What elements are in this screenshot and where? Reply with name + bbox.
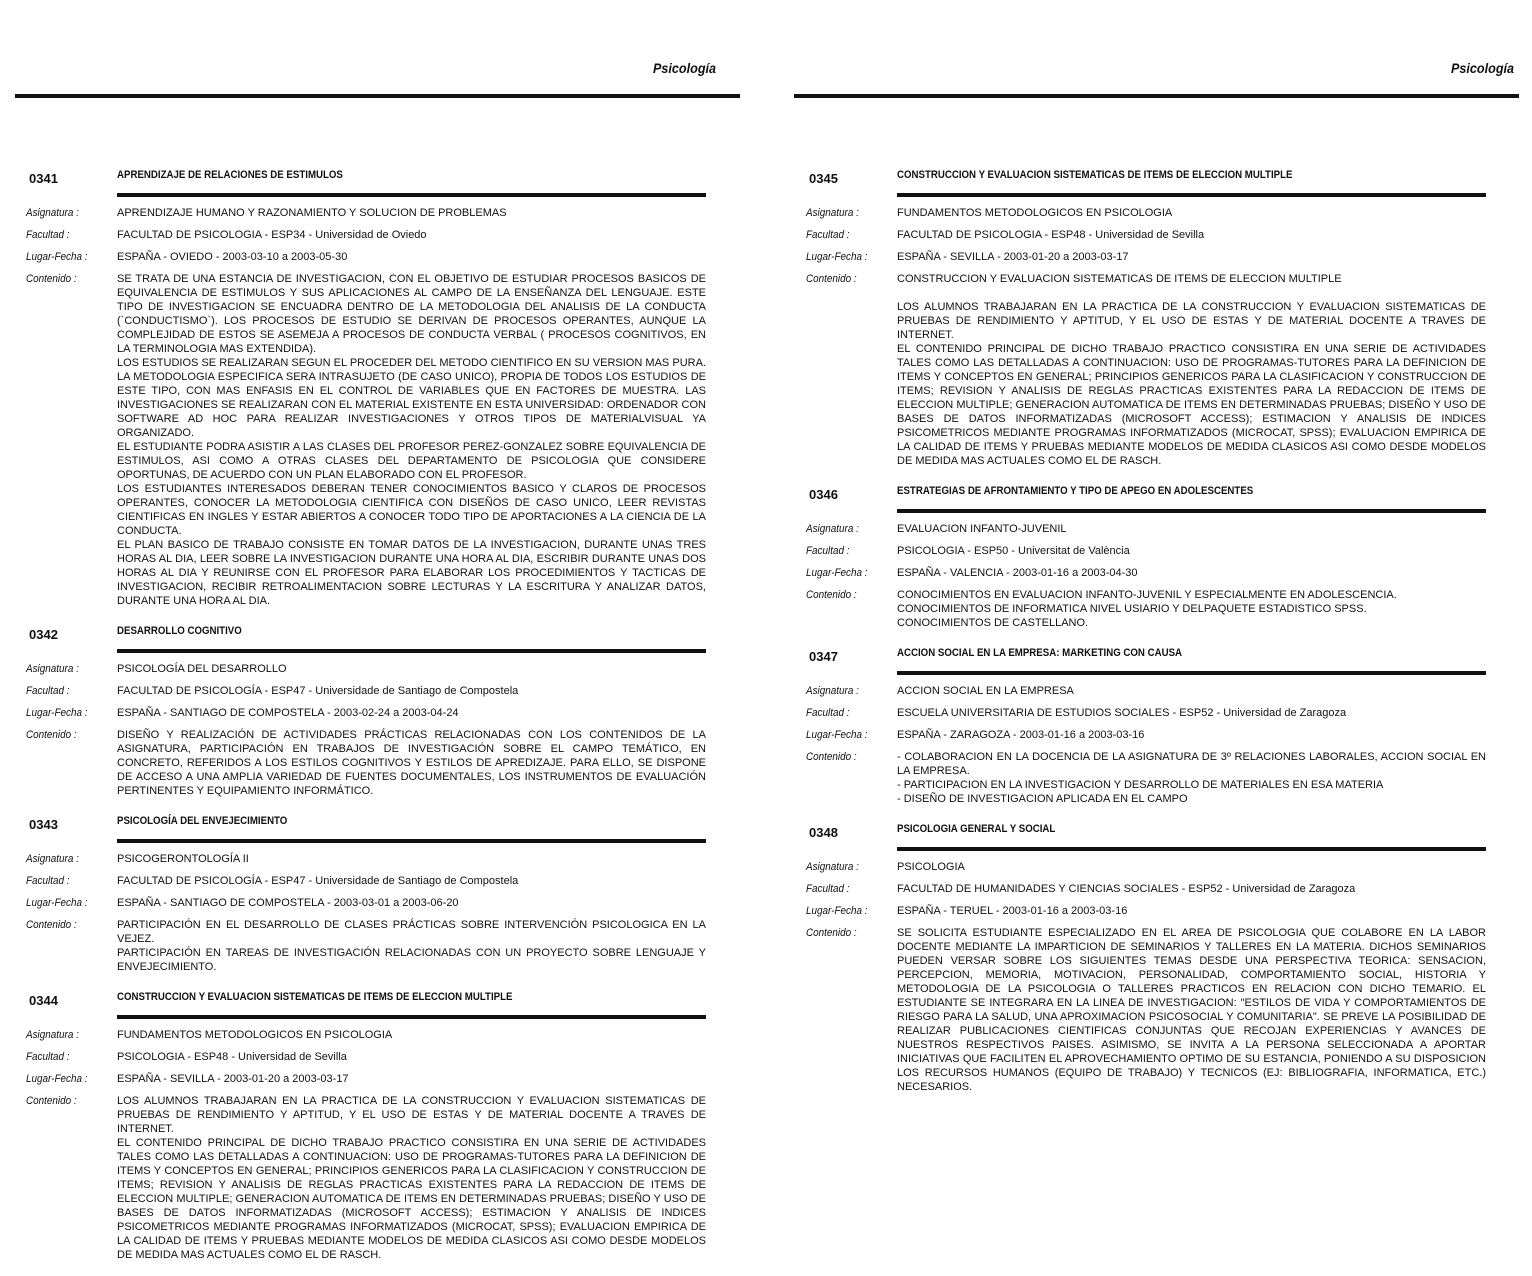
field-label: Contenido : bbox=[26, 1095, 77, 1107]
asignatura-value: PSICOLOGÍA DEL DESARROLLO bbox=[117, 663, 287, 675]
field-label: Contenido : bbox=[806, 927, 857, 939]
facultad-value: PSICOLOGIA - ESP48 - Universidad de Sevilla bbox=[117, 1051, 347, 1063]
field-label: Contenido : bbox=[26, 919, 77, 931]
field-label: Contenido : bbox=[806, 751, 857, 763]
entry-rule bbox=[897, 671, 1486, 675]
entry-rule bbox=[897, 193, 1486, 197]
entry-title: CONSTRUCCION Y EVALUACION SISTEMATICAS DE ITEMS DE ELECCION MULTIPLE bbox=[897, 169, 1293, 181]
entry-code: 0343 bbox=[29, 817, 58, 832]
asignatura-value: FUNDAMENTOS METODOLOGICOS EN PSICOLOGIA bbox=[117, 1029, 393, 1041]
lugar-fecha-value: ESPAÑA - SEVILLA - 2003-01-20 a 2003-03-17 bbox=[117, 1073, 349, 1085]
entry-header bbox=[26, 988, 706, 1010]
field-contenido bbox=[806, 588, 1486, 630]
field-asignatura bbox=[806, 206, 1486, 228]
content-paragraph: PARTICIPACIÓN EN EL DESARROLLO DE CLASES PRÁCTICAS SOBRE INTERVENCIÓN PSICOLOGICA EN LA VEJEZ. bbox=[117, 919, 706, 945]
content-paragraph: - COLABORACION EN LA DOCENCIA DE LA ASIGNATURA DE 3º RELACIONES LABORALES, ACCION SOCIAL EN LA EMPRESA. bbox=[897, 751, 1486, 777]
entry-fields bbox=[26, 852, 706, 974]
field-label: Facultad : bbox=[26, 685, 70, 697]
entry-title: PSICOLOGIA GENERAL Y SOCIAL bbox=[897, 823, 1056, 835]
field-label: Asignatura : bbox=[26, 207, 79, 219]
entry-code: 0345 bbox=[809, 171, 838, 186]
field-label: Facultad : bbox=[806, 883, 850, 895]
entries-list bbox=[26, 166, 706, 1276]
asignatura-value: FUNDAMENTOS METODOLOGICOS EN PSICOLOGIA bbox=[897, 207, 1173, 219]
field-lugar-fecha bbox=[806, 728, 1486, 750]
field-label: Asignatura : bbox=[806, 685, 859, 697]
entry bbox=[806, 166, 1486, 468]
running-head: Psicología bbox=[1450, 60, 1514, 76]
entry-header bbox=[806, 166, 1486, 188]
asignatura-value: PSICOGERONTOLOGÍA II bbox=[117, 853, 249, 865]
entry-title: PSICOLOGÍA DEL ENVEJECIMIENTO bbox=[117, 815, 288, 827]
field-contenido bbox=[26, 1094, 706, 1262]
entry-code: 0342 bbox=[29, 627, 58, 642]
entry-header bbox=[26, 166, 706, 188]
content-paragraph: LOS ALUMNOS TRABAJARAN EN LA PRACTICA DE LA CONSTRUCCION Y EVALUACION SISTEMATICAS DE PRUEBAS DE RENDIMIENTO Y APTITUD, Y EL USO DE ESTAS Y DE MATERIAL DOCENTE A TRAVES DE INTERNET. bbox=[897, 301, 1486, 341]
field-label: Contenido : bbox=[806, 589, 857, 601]
running-head: Psicología bbox=[652, 60, 716, 76]
field-label: Asignatura : bbox=[26, 1029, 79, 1041]
asignatura-value: APRENDIZAJE HUMANO Y RAZONAMIENTO Y SOLUCION DE PROBLEMAS bbox=[117, 207, 507, 219]
field-lugar-fecha bbox=[806, 566, 1486, 588]
field-contenido bbox=[806, 750, 1486, 806]
lugar-fecha-value: ESPAÑA - SANTIAGO DE COMPOSTELA - 2003-02-24 a 2003-04-24 bbox=[117, 707, 459, 719]
entry-code: 0346 bbox=[809, 487, 838, 502]
entry-header bbox=[26, 622, 706, 644]
field-label: Asignatura : bbox=[806, 523, 859, 535]
facultad-value: FACULTAD DE PSICOLOGIA - ESP48 - Universidad de Sevilla bbox=[897, 229, 1205, 241]
entry-code: 0341 bbox=[29, 171, 58, 186]
field-asignatura bbox=[806, 860, 1486, 882]
field-asignatura bbox=[26, 662, 706, 684]
right-page bbox=[766, 0, 1532, 1238]
field-facultad bbox=[26, 228, 706, 250]
entry-title: CONSTRUCCION Y EVALUACION SISTEMATICAS DE ITEMS DE ELECCION MULTIPLE bbox=[117, 991, 513, 1003]
field-label: Facultad : bbox=[26, 1051, 70, 1063]
content-paragraph: CONOCIMIENTOS DE CASTELLANO. bbox=[897, 617, 1089, 629]
field-facultad bbox=[26, 1050, 706, 1072]
field-contenido bbox=[806, 272, 1486, 468]
entries-list bbox=[806, 166, 1486, 1108]
content-paragraph: - DISEÑO DE INVESTIGACION APLICADA EN EL CAMPO bbox=[897, 793, 1188, 805]
content-paragraph: SE SOLICITA ESTUDIANTE ESPECIALIZADO EN EL AREA DE PSICOLOGIA QUE COLABORE EN LA LABOR DOCENTE MEDIANTE LA IMPARTICION DE SEMINARIOS Y TALLERES EN LA MATERIA. DICHOS SEMINARIOS PUEDEN VERSAR SOBRE LOS SIGUIENTES TEMAS DESDE UNA PERSPECTIVA TEORICA: SENSACION, PERCEPCION, MEMORIA, MOTIVACION, PERSONALIDAD, COMPORTAMIENTO SOCIAL, HISTORIA Y METODOLOGIA DE LA PSICOLOGIA O TALLERES PRACTICOS EN RELACION CON DICHO TEMARIO. EL ESTUDIANTE SE INTEGRARA EN LA LINEA DE INVESTIGACION: "ESTILOS DE VIDA Y COMPORTAMIENTOS DE RIESGO PARA LA SALUD, UNA APROXIMACION PSICOSOCIAL Y COMUNITARIA". SE PREVE LA POSIBILIDAD DE REALIZAR PUBLICACIONES CIENTIFICAS CONJUNTAS QUE RECOJAN EXPERIENCIAS Y AVANCES DE NUESTROS RESPECTIVOS PAISES. ASIMISMO, SE INVITA A LA PERSONA SELECCIONADA A APORTAR INICIATIVAS QUE FACILITEN EL APROVECHAMIENTO OPTIMO DE SU ESTANCIA, PONIENDO A SU DISPOSICION LOS RECURSOS HUMANOS (EQUIPO DE TRABAJO) Y TECNICOS (EJ: BIBLIOGRAFIA, INFORMATICA, ETC.) NECESARIOS. bbox=[897, 927, 1486, 1093]
field-label: Lugar-Fecha : bbox=[26, 251, 88, 263]
field-lugar-fecha bbox=[806, 904, 1486, 926]
field-contenido bbox=[806, 926, 1486, 1094]
field-facultad bbox=[26, 684, 706, 706]
content-paragraph: EL CONTENIDO PRINCIPAL DE DICHO TRABAJO PRACTICO CONSISTIRA EN UNA SERIE DE ACTIVIDADES TALES COMO LAS DETALLADAS A CONTINUACION: USO DE PROGRAMAS-TUTORES PARA LA DEFINICION DE ITEMS Y CONCEPTOS EN GENERAL; PRINCIPIOS GENERICOS PARA LA CLASIFICACION Y CONSTRUCCION DE ITEMS; REVISION Y ANALISIS DE REGLAS PRACTICAS EXISTENTES PARA LA REDACCION DE ITEMS DE ELECCION MULTIPLE; GENERACION AUTOMATICA DE ITEMS EN DETERMINADAS PRUEBAS; DISEÑO Y USO DE BASES DE DATOS INFORMATIZADAS (MICROSOFT ACCESS); ESTIMACION Y ANALISIS DE INDICES PSICOMETRICOS MEDIANTE PROGRAMAS INFORMATIZADOS (MICROCAT, SPSS); EVALUACION EMPIRICA DE LA CALIDAD DE ITEMS Y PRUEBAS MEDIANTE MODELOS DE MEDIDA CLASICOS ASI COMO DESDE MODELOS DE MEDIDA MAS ACTUALES COMO EL DE RASCH. bbox=[897, 343, 1486, 467]
contenido-value bbox=[897, 926, 1486, 1094]
lugar-fecha-value: ESPAÑA - ZARAGOZA - 2003-01-16 a 2003-03-16 bbox=[897, 729, 1145, 741]
entry-fields bbox=[806, 860, 1486, 1094]
facultad-value: PSICOLOGIA - ESP50 - Universitat de València bbox=[897, 545, 1130, 557]
content-paragraph: PARTICIPACIÓN EN TAREAS DE INVESTIGACIÓN RELACIONADAS CON UN PROYECTO SOBRE LENGUAJE Y ENVEJECIMIENTO. bbox=[117, 947, 706, 973]
contenido-value bbox=[117, 272, 706, 608]
field-label: Facultad : bbox=[806, 229, 850, 241]
facultad-value: ESCUELA UNIVERSITARIA DE ESTUDIOS SOCIALES - ESP52 - Universidad de Zaragoza bbox=[897, 707, 1347, 719]
field-contenido bbox=[26, 918, 706, 974]
contenido-value bbox=[897, 588, 1486, 630]
field-lugar-fecha bbox=[26, 706, 706, 728]
field-label: Lugar-Fecha : bbox=[806, 729, 868, 741]
field-lugar-fecha bbox=[26, 896, 706, 918]
entry-fields bbox=[26, 1028, 706, 1262]
entry-rule bbox=[897, 509, 1486, 513]
entry-header bbox=[26, 812, 706, 834]
field-label: Lugar-Fecha : bbox=[26, 897, 88, 909]
field-lugar-fecha bbox=[806, 250, 1486, 272]
facultad-value: FACULTAD DE PSICOLOGIA - ESP34 - Universidad de Oviedo bbox=[117, 229, 427, 241]
entry-fields bbox=[26, 662, 706, 798]
lugar-fecha-value: ESPAÑA - OVIEDO - 2003-03-10 a 2003-05-30 bbox=[117, 251, 348, 263]
entry-rule bbox=[897, 847, 1486, 851]
entry bbox=[26, 988, 706, 1262]
field-label: Contenido : bbox=[26, 729, 77, 741]
asignatura-value: ACCION SOCIAL EN LA EMPRESA bbox=[897, 685, 1074, 697]
entry-fields bbox=[806, 206, 1486, 468]
content-paragraph: CONOCIMIENTOS EN EVALUACION INFANTO-JUVENIL Y ESPECIALMENTE EN ADOLESCENCIA. bbox=[897, 589, 1397, 601]
field-asignatura bbox=[26, 206, 706, 228]
entry bbox=[806, 482, 1486, 630]
field-facultad bbox=[26, 874, 706, 896]
field-facultad bbox=[806, 882, 1486, 904]
asignatura-value: PSICOLOGIA bbox=[897, 861, 965, 873]
header-rule bbox=[794, 94, 1519, 98]
field-asignatura bbox=[806, 684, 1486, 706]
entry-header bbox=[806, 482, 1486, 504]
entry-code: 0348 bbox=[809, 825, 838, 840]
header-rule bbox=[15, 94, 740, 98]
entry-code: 0344 bbox=[29, 993, 58, 1008]
entry-title: APRENDIZAJE DE RELACIONES DE ESTIMULOS bbox=[117, 169, 343, 181]
content-paragraph: LOS ESTUDIANTES INTERESADOS DEBERAN TENER CONOCIMIENTOS BASICO Y CLAROS DE PROCESOS OPERANTES, CONOCER LA METODOLOGIA CIENTIFICA CON DISEÑOS DE CASO UNICO, LEER REVISTAS CIENTIFICAS EN INGLES Y ESTAR ABIERTOS A CONOCER TODO TIPO DE APORTACIONES A LA CIENCIA DE LA CONDUCTA. bbox=[117, 483, 706, 537]
content-paragraph: DISEÑO Y REALIZACIÓN DE ACTIVIDADES PRÁCTICAS RELACIONADAS CON LOS CONTENIDOS DE LA ASIGNATURA, PARTICIPACIÓN EN TRABAJOS DE INVESTIGACIÓN SOBRE EL CAMPO TEMÁTICO, EN CONCRETO, REFERIDOS A LOS ESTILOS COGNITIVOS Y ESTILOS DE APREDIZAJE. PARA ELLO, SE DISPONE DE ACCESO A UNA AMPLIA VARIEDAD DE FUENTES DOCUMENTALES, LOS INSTRUMENTOS DE EVALUACIÓN PERTINENTES Y EQUIPAMIENTO INFORMÁTICO. bbox=[117, 729, 706, 797]
content-paragraph: EL CONTENIDO PRINCIPAL DE DICHO TRABAJO PRACTICO CONSISTIRA EN UNA SERIE DE ACTIVIDADES TALES COMO LAS DETALLADAS A CONTINUACION: USO DE PROGRAMAS-TUTORES PARA LA DEFINICION DE ITEMS Y CONCEPTOS EN GENERAL; PRINCIPIOS GENERICOS PARA LA CLASIFICACION Y CONSTRUCCION DE ITEMS; REVISION Y ANALISIS DE REGLAS PRACTICAS EXISTENTES PARA LA REDACCION DE ITEMS DE ELECCION MULTIPLE; GENERACION AUTOMATICA DE ITEMS EN DETERMINADAS PRUEBAS; DISEÑO Y USO DE BASES DE DATOS INFORMATIZADAS (MICROSOFT ACCESS); ESTIMACION Y ANALISIS DE INDICES PSICOMETRICOS MEDIANTE PROGRAMAS INFORMATIZADOS (MICROCAT, SPSS); EVALUACION EMPIRICA DE LA CALIDAD DE ITEMS Y PRUEBAS MEDIANTE MODELOS DE MEDIDA CLASICOS ASI COMO DESDE MODELOS DE MEDIDA MAS ACTUALES COMO EL DE RASCH. bbox=[117, 1137, 706, 1261]
lugar-fecha-value: ESPAÑA - TERUEL - 2003-01-16 a 2003-03-16 bbox=[897, 905, 1128, 917]
field-label: Facultad : bbox=[26, 229, 70, 241]
entry-fields bbox=[806, 684, 1486, 806]
content-paragraph: LOS ESTUDIOS SE REALIZARAN SEGUN EL PROCEDER DEL METODO CIENTIFICO EN SU VERSION MAS PURA. LA METODOLOGIA ESPECIFICA SERA INTRASUJETO (DE CASO UNICO), PROPIA DE TODOS LOS ESTUDIOS DE ESTE TIPO, CON MAS ENFASIS EN EL CONTROL DE VARIABLES QUE EN FACTORES DE MUESTRA. LAS INVESTIGACIONES SE REALIZARAN CON EL MATERIAL EXISTENTE EN ESTA UNIVERSIDAD: ORDENADOR CON SOFTWARE AD HOC PARA REALIZAR INVESTIGACIONES Y OTROS TIPOS DE MATERIALVISUAL YA ORGANIZADO. bbox=[117, 357, 706, 439]
field-label: Lugar-Fecha : bbox=[26, 707, 88, 719]
content-paragraph: LOS ALUMNOS TRABAJARAN EN LA PRACTICA DE LA CONSTRUCCION Y EVALUACION SISTEMATICAS DE PRUEBAS DE RENDIMIENTO Y APTITUD, Y EL USO DE ESTAS Y DE MATERIAL DOCENTE A TRAVES DE INTERNET. bbox=[117, 1095, 706, 1135]
field-label: Lugar-Fecha : bbox=[806, 567, 868, 579]
field-asignatura bbox=[26, 852, 706, 874]
entry-title: ESTRATEGIAS DE AFRONTAMIENTO Y TIPO DE APEGO EN ADOLESCENTES bbox=[897, 485, 1254, 497]
content-paragraph: CONSTRUCCION Y EVALUACION SISTEMATICAS DE ITEMS DE ELECCION MULTIPLE bbox=[897, 273, 1342, 285]
content-paragraph: EL ESTUDIANTE PODRA ASISTIR A LAS CLASES DEL PROFESOR PEREZ-GONZALEZ SOBRE EQUIVALENCIA DE ESTIMULOS, ASI COMO A OTRAS CLASES DEL DEPARTAMENTO DE PSICOLOGIA QUE CONSIDERE OPORTUNAS, DE ACUERDO CON UN PLAN ELABORADO CON EL PROFESOR. bbox=[117, 441, 706, 481]
entry-rule bbox=[117, 649, 706, 653]
field-label: Lugar-Fecha : bbox=[806, 251, 868, 263]
entry-rule bbox=[117, 839, 706, 843]
field-label: Facultad : bbox=[806, 707, 850, 719]
facultad-value: FACULTAD DE HUMANIDADES Y CIENCIAS SOCIALES - ESP52 - Universidad de Zaragoza bbox=[897, 883, 1356, 895]
entry-rule bbox=[117, 193, 706, 197]
asignatura-value: EVALUACION INFANTO-JUVENIL bbox=[897, 523, 1067, 535]
contenido-value bbox=[117, 1094, 706, 1262]
entry bbox=[26, 166, 706, 608]
content-paragraph: - PARTICIPACION EN LA INVESTIGACION Y DESARROLLO DE MATERIALES EN ESA MATERIA bbox=[897, 779, 1384, 791]
lugar-fecha-value: ESPAÑA - SEVILLA - 2003-01-20 a 2003-03-17 bbox=[897, 251, 1129, 263]
entry bbox=[806, 644, 1486, 806]
field-label: Lugar-Fecha : bbox=[26, 1073, 88, 1085]
content-paragraph: EL PLAN BASICO DE TRABAJO CONSISTE EN TOMAR DATOS DE LA INVESTIGACION, DURANTE UNAS TRES HORAS AL DIA, LEER SOBRE LA INVESTIGACION DURANTE UNA HORA AL DIA, ESCRIBIR DURANTE UNAS DOS HORAS AL DIA Y REUNIRSE CON EL PROFESOR PARA ELABORAR LOS PROCEDIMIENTOS Y TACTICAS DE INVESTIGACION, RECIBIR RETROALIMENTACION SOBRE LECTURAS Y LA ESCRITURA Y ANALIZAR DATOS, DURANTE UNA HORA AL DIA. bbox=[117, 539, 706, 607]
field-label: Asignatura : bbox=[26, 663, 79, 675]
field-label: Facultad : bbox=[806, 545, 850, 557]
lugar-fecha-value: ESPAÑA - VALENCIA - 2003-01-16 a 2003-04-30 bbox=[897, 567, 1138, 579]
field-facultad bbox=[806, 544, 1486, 566]
field-label: Asignatura : bbox=[806, 861, 859, 873]
entry-fields bbox=[26, 206, 706, 608]
facultad-value: FACULTAD DE PSICOLOGÍA - ESP47 - Universidade de Santiago de Compostela bbox=[117, 875, 519, 887]
field-label: Asignatura : bbox=[806, 207, 859, 219]
contenido-value bbox=[897, 272, 1486, 468]
entry bbox=[26, 622, 706, 798]
field-label: Contenido : bbox=[806, 273, 857, 285]
field-lugar-fecha bbox=[26, 250, 706, 272]
contenido-value bbox=[897, 750, 1486, 806]
field-contenido bbox=[26, 272, 706, 608]
field-label: Contenido : bbox=[26, 273, 77, 285]
entry-code: 0347 bbox=[809, 649, 838, 664]
field-facultad bbox=[806, 228, 1486, 250]
field-asignatura bbox=[806, 522, 1486, 544]
facultad-value: FACULTAD DE PSICOLOGÍA - ESP47 - Universidade de Santiago de Compostela bbox=[117, 685, 519, 697]
contenido-value bbox=[117, 728, 706, 798]
left-page bbox=[0, 0, 766, 1261]
entry-fields bbox=[806, 522, 1486, 630]
contenido-value bbox=[117, 918, 706, 974]
lugar-fecha-value: ESPAÑA - SANTIAGO DE COMPOSTELA - 2003-03-01 a 2003-06-20 bbox=[117, 897, 459, 909]
entry bbox=[26, 812, 706, 974]
content-paragraph: CONOCIMIENTOS DE INFORMATICA NIVEL USIARIO Y DELPAQUETE ESTADISTICO SPSS. bbox=[897, 603, 1367, 615]
entry-rule bbox=[117, 1015, 706, 1019]
entry bbox=[806, 820, 1486, 1094]
field-label: Lugar-Fecha : bbox=[806, 905, 868, 917]
entry-header bbox=[806, 644, 1486, 666]
field-facultad bbox=[806, 706, 1486, 728]
entry-header bbox=[806, 820, 1486, 842]
content-paragraph: SE TRATA DE UNA ESTANCIA DE INVESTIGACION, CON EL OBJETIVO DE ESTUDIAR PROCESOS BASICOS DE EQUIVALENCIA DE ESTIMULOS Y SUS APLICACIONES AL CAMPO DE LA ENSEÑANZA DEL LENGUAJE. ESTE TIPO DE INVESTIGACION SE ENCUADRA DENTRO DE LA METODOLOGIA DEL ANALISIS DE LA CONDUCTA (`CONDUCTISMO`). LOS PROCESOS DE ESTUDIO SE DERIVAN DE PROCESOS OPERANTES, AUNQUE LA COMPLEJIDAD DE ESTOS SE ASEMEJA A PROCESOS DE CONDUCTA VERBAL ( PROCESOS COGNITIVOS, EN LA TERMINOLOGIA MAS EXTENDIDA). bbox=[117, 273, 706, 355]
field-lugar-fecha bbox=[26, 1072, 706, 1094]
entry-title: ACCION SOCIAL EN LA EMPRESA: MARKETING CON CAUSA bbox=[897, 647, 1183, 659]
entry-title: DESARROLLO COGNITIVO bbox=[117, 625, 242, 637]
field-label: Asignatura : bbox=[26, 853, 79, 865]
field-contenido bbox=[26, 728, 706, 798]
field-asignatura bbox=[26, 1028, 706, 1050]
field-label: Facultad : bbox=[26, 875, 70, 887]
